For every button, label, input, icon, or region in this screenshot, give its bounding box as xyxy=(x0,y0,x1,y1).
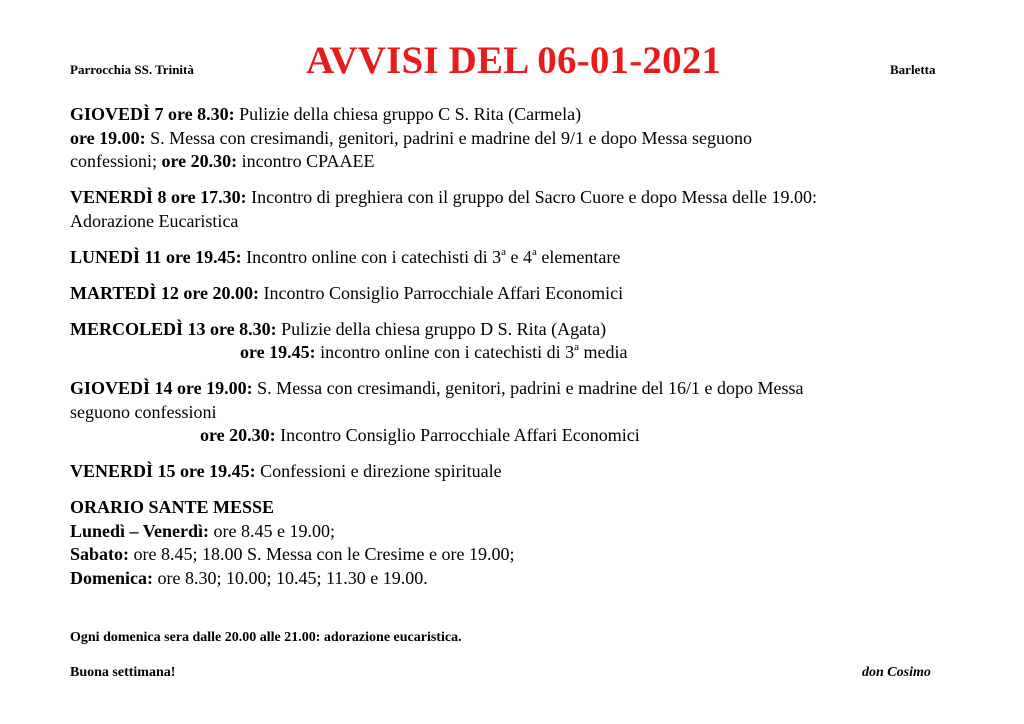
notice-text: media xyxy=(578,342,628,362)
signature: don Cosimo xyxy=(862,665,931,680)
city-name: Barletta xyxy=(890,62,936,77)
notice-text: confessioni; xyxy=(70,151,162,171)
mass-schedule xyxy=(70,496,980,590)
notice-text: seguono confessioni xyxy=(70,401,217,422)
notice-text: Pulizie della chiesa gruppo C S. Rita (Carmela) xyxy=(234,104,582,124)
schedule-day-label: Sabato: xyxy=(70,544,130,564)
notice-time: ore 19.00: xyxy=(70,127,146,148)
notice-day: MARTEDÌ 12 ore 20.00: xyxy=(70,282,260,303)
notice-lunedi-11 xyxy=(70,246,980,270)
schedule-day-label: Lunedì – Venerdì: xyxy=(70,520,210,541)
notices-list xyxy=(70,103,980,603)
notice-giovedi-7 xyxy=(70,103,980,174)
notice-text: Incontro Consiglio Parrocchiale Affari Economici xyxy=(275,425,640,445)
schedule-times: ore 8.30; 10.00; 10.45; 11.30 e 19.00. xyxy=(152,567,428,588)
schedule-times: ore 8.45; 18.00 S. Messa con le Cresime e ore 19.00; xyxy=(129,544,515,564)
notice-text: Incontro online con i catechisti di 3 xyxy=(241,246,502,267)
notice-text: Incontro di preghiera con il gruppo del Sacro Cuore e dopo Messa delle 19.00: xyxy=(246,187,818,207)
notice-martedi-12 xyxy=(70,282,980,306)
notice-text: elementare xyxy=(536,246,621,267)
parish-name: Parrocchia SS. Trinità xyxy=(70,62,194,77)
schedule-times: ore 8.45 e 19.00; xyxy=(209,520,336,541)
notice-day: MERCOLEDÌ 13 ore 8.30: xyxy=(70,318,277,339)
notice-giovedi-14 xyxy=(70,377,980,448)
notice-time: ore 20.30: xyxy=(200,425,276,445)
notice-venerdi-15 xyxy=(70,460,980,484)
ordinal-suffix: a xyxy=(501,245,506,258)
notice-time: ore 19.45: xyxy=(240,342,316,362)
ordinal-suffix: a xyxy=(532,245,537,258)
notice-text: S. Messa con cresimandi, genitori, padrini e madrine del 16/1 e dopo Messa xyxy=(252,378,804,398)
notice-venerdi-8 xyxy=(70,186,980,233)
notice-text: incontro CPAAEE xyxy=(237,151,375,171)
notice-text: Adorazione Eucaristica xyxy=(70,210,239,231)
notice-text: e 4 xyxy=(506,246,532,267)
notice-text: S. Messa con cresimandi, genitori, padrini e madrine del 9/1 e dopo Messa seguono xyxy=(145,127,753,148)
greeting: Buona settimana! xyxy=(70,665,176,680)
notice-day: VENERDÌ 8 ore 17.30: xyxy=(70,187,247,207)
ordinal-suffix: a xyxy=(574,341,579,353)
notice-text: Pulizie della chiesa gruppo D S. Rita (Agata) xyxy=(276,318,607,339)
notice-day: VENERDÌ 15 ore 19.45: xyxy=(70,461,256,481)
notice-text: Confessioni e direzione spirituale xyxy=(255,461,502,481)
notice-time: ore 20.30: xyxy=(161,151,238,171)
notice-day: LUNEDÌ 11 ore 19.45: xyxy=(70,246,242,267)
notice-day: GIOVEDÌ 7 ore 8.30: xyxy=(70,104,235,124)
notice-day: GIOVEDÌ 14 ore 19.00: xyxy=(70,378,253,398)
adoration-note: Ogni domenica sera dalle 20.00 alle 21.00: adorazione eucaristica. xyxy=(70,630,462,645)
notice-text: Incontro Consiglio Parrocchiale Affari Economici xyxy=(259,282,624,303)
page-header xyxy=(0,0,1024,100)
notice-text: incontro online con i catechisti di 3 xyxy=(315,342,575,362)
schedule-title: ORARIO SANTE MESSE xyxy=(70,497,275,517)
page-title: AVVISI DEL 06-01-2021 xyxy=(306,39,722,82)
notice-mercoledi-13 xyxy=(70,318,980,365)
schedule-day-label: Domenica: xyxy=(70,567,153,588)
